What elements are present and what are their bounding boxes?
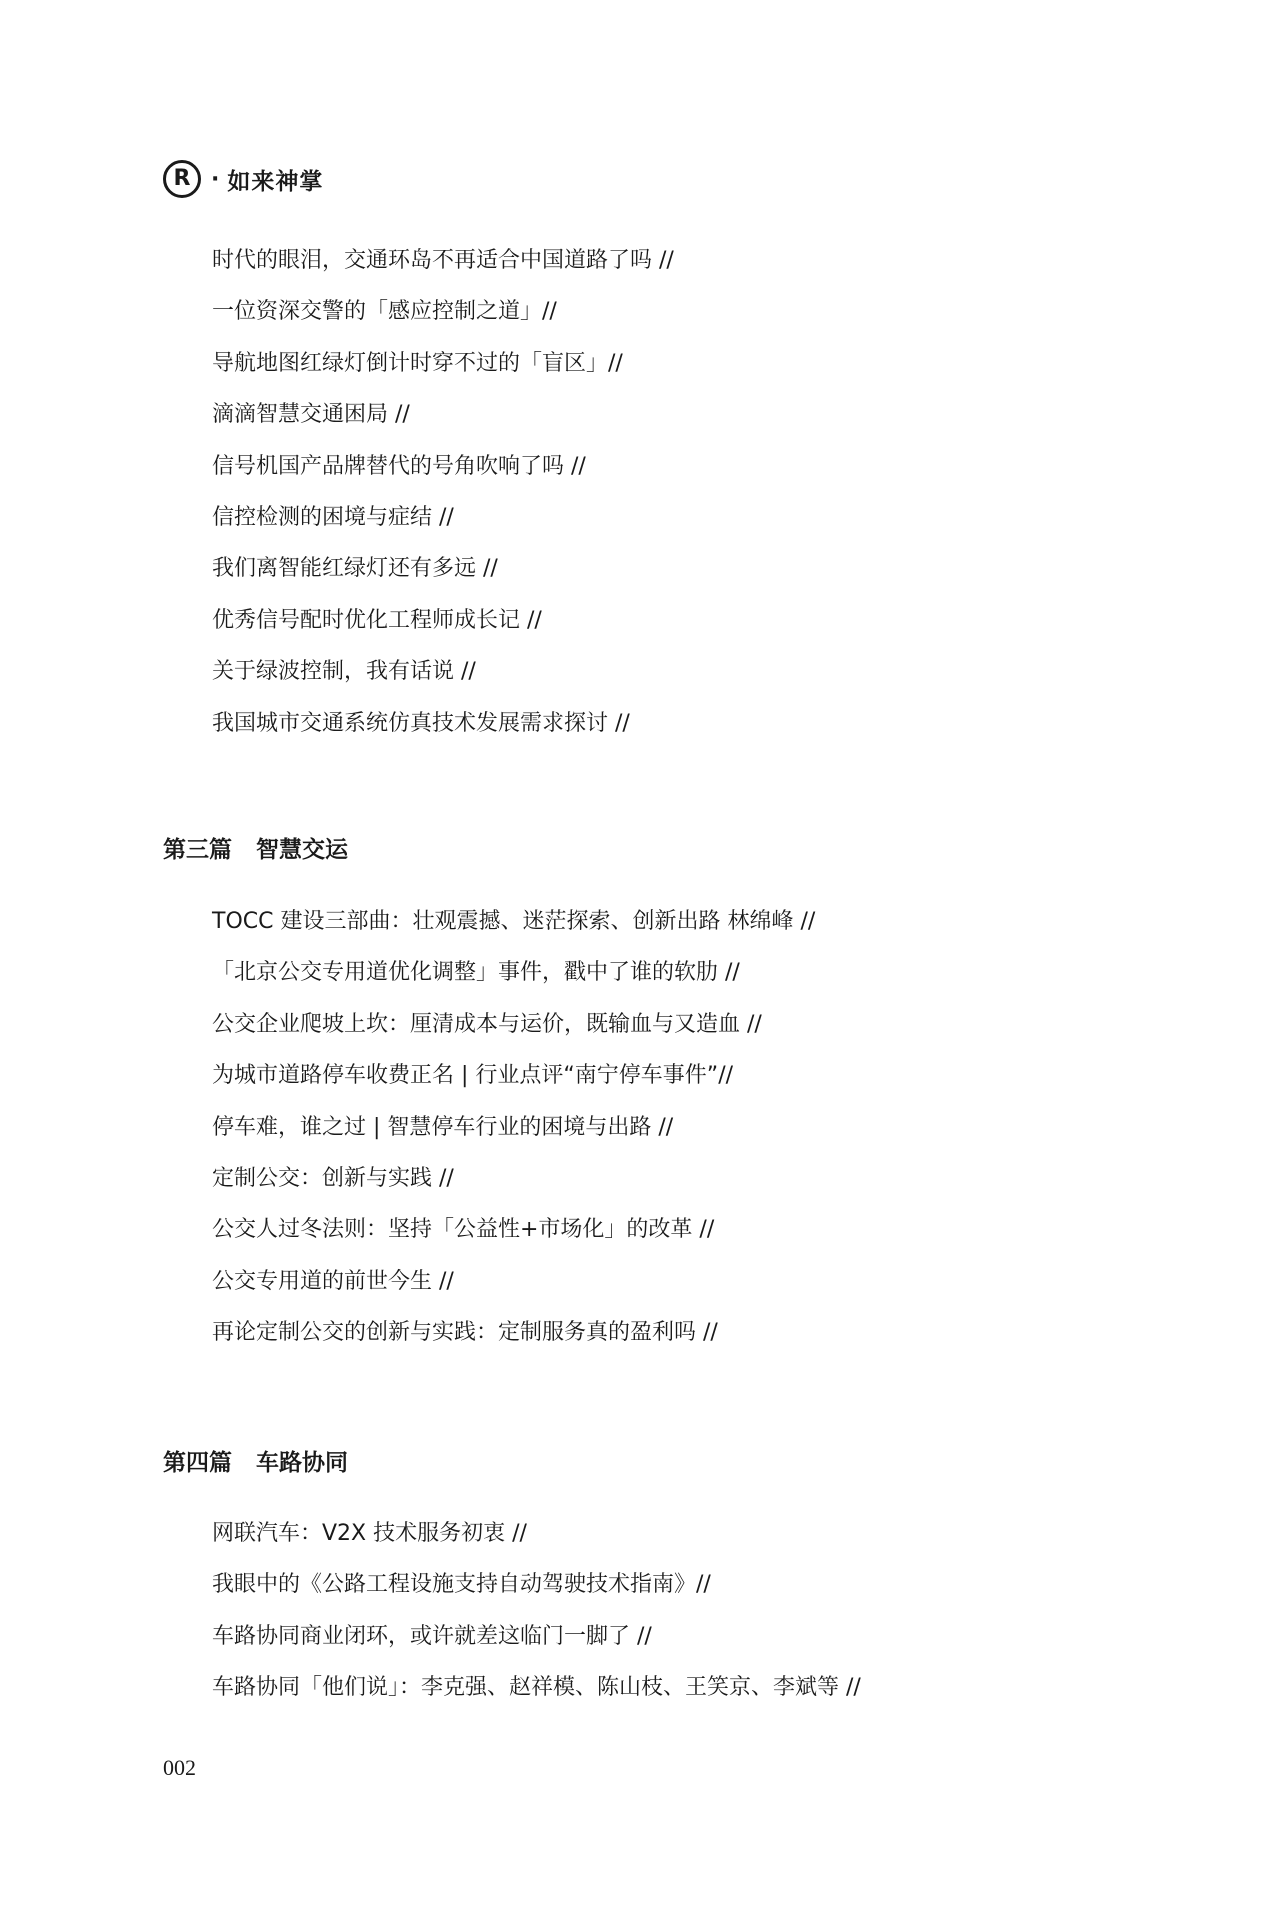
toc-entry[interactable]: 公交企业爬坡上坎：厘清成本与运价，既输血与又造血 // <box>212 1011 762 1037</box>
section-heading-part4 <box>163 1444 348 1477</box>
header-separator: · <box>211 166 220 192</box>
toc-entry[interactable]: 信号机国产品牌替代的号角吹响了吗 // <box>212 453 586 479</box>
section-number: 第四篇 <box>163 1449 232 1476</box>
section-title: 车路协同 <box>256 1449 348 1476</box>
part3-toc-list <box>212 896 815 1359</box>
toc-entry[interactable]: 公交专用道的前世今生 // <box>212 1268 454 1294</box>
book-title: 如来神掌 <box>227 168 324 195</box>
toc-entry[interactable]: 车路协同商业闭环，或许就差这临门一脚了 // <box>212 1623 652 1649</box>
toc-entry[interactable]: 为城市道路停车收费正名 | 行业点评“南宁停车事件”// <box>212 1063 734 1089</box>
r-logo-icon: R <box>163 160 201 198</box>
toc-entry[interactable]: 我们离智能红绿灯还有多远 // <box>212 556 498 582</box>
section-heading-part3 <box>163 831 348 864</box>
running-header <box>163 160 323 198</box>
toc-entry[interactable]: 一位资深交警的「感应控制之道」// <box>212 299 557 325</box>
toc-entry[interactable]: 滴滴智慧交通困局 // <box>212 402 410 428</box>
toc-entry[interactable]: 我眼中的《公路工程设施支持自动驾驶技术指南》// <box>212 1572 711 1598</box>
toc-entry[interactable]: 信控检测的困境与症结 // <box>212 504 454 530</box>
toc-entry[interactable]: 关于绿波控制，我有话说 // <box>212 659 476 685</box>
toc-entry[interactable]: 「北京公交专用道优化调整」事件，戳中了谁的软肋 // <box>212 960 740 986</box>
toc-entry[interactable]: 再论定制公交的创新与实践：定制服务真的盈利吗 // <box>212 1320 718 1346</box>
toc-entry[interactable]: 时代的眼泪，交通环岛不再适合中国道路了吗 // <box>212 248 674 273</box>
toc-entry[interactable]: 网联汽车：V2X 技术服务初衷 // <box>212 1521 527 1546</box>
page-number: 002 <box>163 1755 196 1780</box>
toc-entry[interactable]: 我国城市交通系统仿真技术发展需求探讨 // <box>212 710 630 736</box>
toc-entry[interactable]: 优秀信号配时优化工程师成长记 // <box>212 607 542 633</box>
toc-entry[interactable]: 公交人过冬法则：坚持「公益性+市场化」的改革 // <box>212 1217 715 1243</box>
section-title: 智慧交运 <box>256 836 348 863</box>
toc-entry[interactable]: 导航地图红绿灯倒计时穿不过的「盲区」// <box>212 350 623 376</box>
toc-entry[interactable]: 车路协同「他们说」：李克强、赵祥模、陈山枝、王笑京、李斌等 // <box>212 1675 861 1701</box>
part2-toc-list <box>212 235 674 749</box>
toc-entry[interactable]: 定制公交：创新与实践 // <box>212 1165 454 1191</box>
toc-entry[interactable]: TOCC 建设三部曲：壮观震撼、迷茫探索、创新出路 林绵峰 // <box>212 909 816 934</box>
part4-toc-list <box>212 1508 861 1714</box>
section-number: 第三篇 <box>163 836 232 863</box>
toc-entry[interactable]: 停车难，谁之过 | 智慧停车行业的困境与出路 // <box>212 1114 674 1140</box>
